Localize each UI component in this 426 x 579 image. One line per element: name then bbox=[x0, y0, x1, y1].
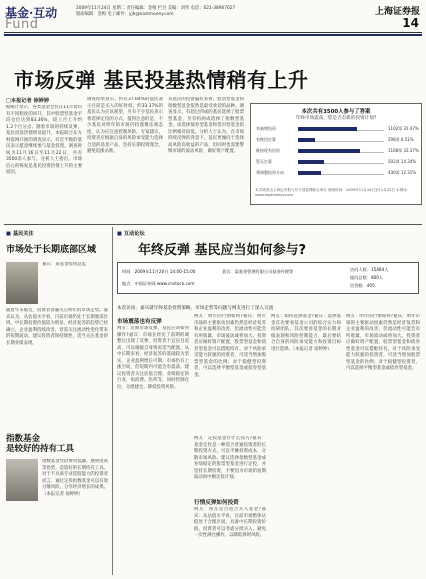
poll-row-bar bbox=[298, 171, 321, 175]
forum-section-label: ■ 互动论坛 bbox=[117, 230, 145, 237]
guest-photo bbox=[6, 262, 38, 304]
event-time: 时间：2009年11月20日 14:00-15:00 bbox=[122, 269, 196, 274]
main-article-col1: 据统计显示，各类基金仓位在11月份均有不同程度的回升，其中股票型基金平均仓位达到83.36%，较上月上升约1.2个百分点。随着市场的持续反弹，基民投基热情明显提升，本报联合东方财富网开展的调查显示，有近半数的基民表示愿意继续参与基金投资。调查时间为11月16日至11月22日，共有3500余人参与。分析人士指出，市场信心的恢复是基民投资热情上升的主要原因。 bbox=[6, 105, 82, 175]
poll-row-track bbox=[298, 171, 384, 175]
poll-row bbox=[256, 137, 418, 143]
forum-headline: 年终反弹 基民应当如何参与? bbox=[138, 243, 307, 258]
poll-box bbox=[250, 103, 422, 205]
poll-title: 本次共有3500人参与了答案 bbox=[301, 109, 371, 115]
poll-row-bar bbox=[298, 138, 315, 142]
header-rule-thick bbox=[4, 34, 422, 36]
poll-row bbox=[256, 148, 418, 154]
section-divider bbox=[4, 224, 422, 225]
poll-row-label: 有新增投资 bbox=[256, 126, 276, 131]
poll-row bbox=[256, 159, 418, 165]
event-answers: 回答数：405 bbox=[350, 283, 375, 288]
main-headline: 市场反弹 基民投基热情稍有上升 bbox=[14, 68, 309, 92]
event-place: 地点：中国证券网 www.cnstock.com bbox=[122, 281, 195, 286]
section-brand: 基金·互动 bbox=[5, 6, 58, 20]
poll-row-track bbox=[298, 127, 384, 131]
event-guests: 嘉宾：某基金管理有限公司基金经理等 bbox=[222, 269, 294, 274]
poll-row-value: 430票 12.31% bbox=[388, 170, 417, 175]
guest-intro: 嘉宾：某基金投资总监 bbox=[42, 262, 86, 267]
forum-col2: 网友：明年的行情如何?嘉宾：明年市场的主要驱动因素仍然是经济复苏和企业盈利的改善，但流动性可能会有所收紧，市场波动或将加大。投资者应做好资产配置，股票型基金和债券型基金可以搭配持有。对于风险承受能力较强的投资者，可适当增加股票型基金的比例；对于稳健型投资者，可以选择平衡型基金或债券型基金。 bbox=[194, 314, 266, 378]
poll-row-track bbox=[298, 149, 384, 153]
event-visitors: 访问人数：15484人 bbox=[350, 267, 389, 272]
header-info bbox=[76, 6, 334, 18]
left-section-label: ■ 基民关注 bbox=[6, 230, 34, 237]
forum-subhead-2: 行情反弹如何投资 bbox=[194, 500, 239, 506]
left-article-text: 随着年末临近，投资者普遍关心明年的市场走势。嘉宾认为，从估值水平看，目前市场仍处于长期底部区域，中长期投资价值较为明显。经济复苏的趋势已经确立，企业盈利持续改善，但需关注流动性变化带来的短期波动。建议投资者保持理性，适当关注基金的长期业绩表现。 bbox=[6, 308, 108, 346]
poll-note: 本次调查由上海证券报与东方财富网联合举办 调查时间：2009年11月16日至11月22日 本网站：www.eastmoney.com bbox=[255, 188, 411, 197]
poll-row bbox=[256, 170, 418, 176]
poll-row bbox=[256, 126, 418, 132]
poll-row-track bbox=[298, 160, 384, 164]
poll-row-label: 将调整投资方向 bbox=[256, 170, 284, 175]
left-article-text-2a: 指数基金凭借费用低廉、透明度高等优势，是较好的长期持有工具。对于不具备专业选股能力的投资者而言，通过定投指数基金可以有效分散风险，分享经济增长的成果。（本报记者 徐婷婷） bbox=[42, 459, 108, 497]
poll-question: 年终市场震荡，您是否有新的投资计划? bbox=[295, 116, 377, 121]
event-questions: 提问总数：800人 bbox=[350, 275, 384, 280]
left-headline-3: 是较好的持有工具 bbox=[6, 444, 75, 454]
forum-col1: 网友：近期市场反弹，基民应该如何操作?嘉宾：市场在经历了前期的调整后出现了反弹，投资者不宜盲目追高，可以根据自身情况适当配置。从中长期来看，经济复苏的基础较为坚实，企业盈利增长可期，市场仍有上涨空间，但短期内可能会有震荡。建议投资者关注估值合理、业绩稳定的行业，如消费、医药等，同时控制仓位，分批建仓，降低投资风险。 bbox=[117, 326, 189, 390]
guest-photo-2 bbox=[6, 459, 38, 501]
poll-row-value: 1168票 33.37% bbox=[388, 148, 419, 153]
forum-col3: 网友：定投基金有什么技巧?嘉宾：基金定投是一种适合普通投资者的长期投资方式，可以平摊投资成本，分散市场风险。建议选择指数型基金或业绩稳定的股票型基金进行定投，并坚持长期投资，不要因为市场的短期波动而中断定投计划。 bbox=[194, 436, 266, 480]
poll-row-track bbox=[298, 138, 384, 142]
forum-col4: 网友：如何选择基金?嘉宾：选择基金首先要看基金公司的综合实力和投研团队，其次要看基金的长期业绩表现和风险控制能力，最后要结合自身的风险承受能力和投资目标进行选择。（本报记者 徐婷婷） bbox=[271, 314, 341, 352]
forum-subhead: 市场震荡也有反弹 bbox=[117, 319, 162, 325]
main-article-col3: 从基民的投资偏好来看，股票型基金和指数型基金依然是最受欢迎的品种。调查显示，有超过四成的基民选择了股票型基金，另有约两成选择了指数型基金，而选择债券型基金和货币型基金的比例相对较低。分析人士认为，在市场持续反弹的背景下，基民更倾向于选择高风险高收益的产品，但同时也需要警惕市场的波动风险，做好资产配置。 bbox=[168, 97, 244, 154]
main-article-col2: 调查结果显示，约有37.64%的基民表示目前是买入的好时机，约33.37%的基民认为应该观望，另有不少基民表示将选择定投的方式。值得注意的是，不少基民对明年的市场仍持谨慎乐观态度，认为应注意控制风险。专家建议，投资者应根据自身的风险承受能力选择合适的基金产品，坚持长期投资理念，避免追涨杀跌。 bbox=[87, 97, 163, 154]
poll-row-label: 有赎回打算 bbox=[256, 137, 276, 142]
poll-row-bar bbox=[298, 127, 357, 131]
forum-sub-note: 本次访谈，嘉宾就年终基金投资策略、市场走势等问题与网友进行了深入交流 bbox=[117, 306, 274, 311]
forum-col6: 网友：明年的行情如何?嘉宾：明年市场的主要驱动因素仍然是经济复苏和企业盈利的改善，但流动性可能会有所收紧，市场波动或将加大。投资者应做好资产配置，股票型基金和债券型基金可以搭配持有。对于风险承受能力较强的投资者，可适当增加股票型基金的比例；对于稳健型投资者，可以选择平衡型基金或债券型基金。 bbox=[346, 314, 420, 371]
poll-row-value: 298票 8.51% bbox=[388, 137, 414, 142]
poll-row-value: 502票 14.34% bbox=[388, 159, 417, 164]
event-info-box bbox=[117, 262, 419, 294]
section-name: Fund bbox=[5, 17, 39, 32]
forum-col5: 网友：现在是否适合买入基金?嘉宾：从估值水平看，目前市场整体估值处于合理区间，具备中长期投资价值。投资者可以考虑分批买入，避免一次性满仓操作，以降低择时风险。 bbox=[194, 507, 266, 538]
poll-row-label: 维持现有投资 bbox=[256, 148, 280, 153]
header-info-line1: 2009年11月24日 星期二 责任编辑：金梅 栏目 美编：刘伟 电话：021-38967627 bbox=[76, 6, 236, 11]
poll-row-bar bbox=[298, 149, 360, 153]
column-divider bbox=[112, 227, 113, 575]
header-info-line2: 版面编辑：金梅 电子邮件：yjh@eastmoney.com bbox=[76, 12, 174, 17]
poll-row-label: 暂无打算 bbox=[256, 159, 272, 164]
main-byline: □本报记者 徐婷婷 bbox=[6, 98, 50, 104]
poll-row-value: 1102票 31.47% bbox=[388, 126, 419, 131]
header-rule bbox=[4, 32, 422, 33]
page-number: 14 bbox=[402, 16, 419, 30]
poll-row-bar bbox=[298, 160, 324, 164]
left-headline-2: 指数基金 bbox=[6, 434, 41, 444]
left-headline: 市场处于长期底部区域 bbox=[6, 245, 97, 255]
newspaper-logo: 上海证券报 bbox=[374, 7, 420, 17]
